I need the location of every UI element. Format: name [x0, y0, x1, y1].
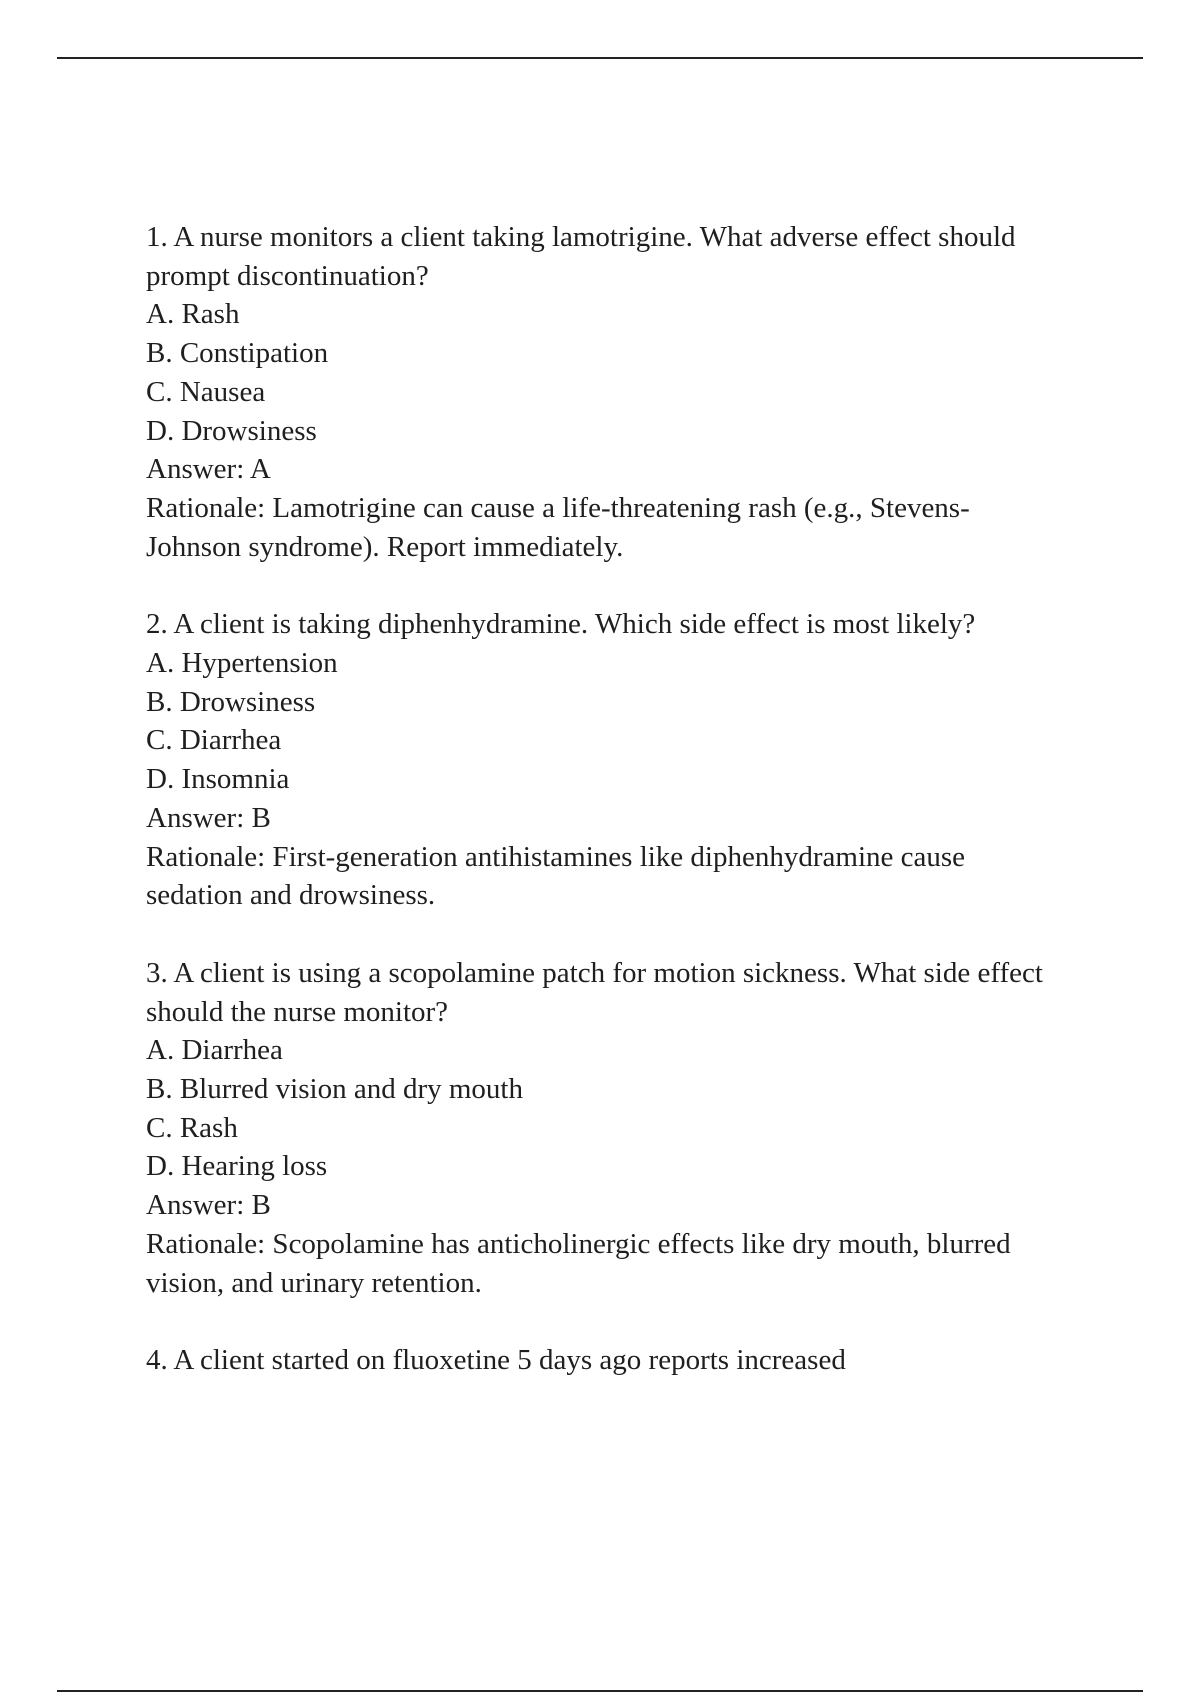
option-b: B. Drowsiness: [146, 685, 316, 718]
question-stem: 4. A client started on fluoxetine 5 days ago reports increased: [146, 1344, 846, 1377]
top-rule: [57, 57, 1143, 59]
option-d: D. Drowsiness: [146, 414, 317, 447]
rationale: Rationale: First-generation antihistamines like diphenhydramine cause sedation and drowsiness.: [146, 840, 966, 912]
option-d: D. Insomnia: [146, 763, 290, 796]
option-a: A. Hypertension: [146, 647, 338, 680]
question-stem: 3. A client is using a scopolamine patch for motion sickness. What side effect should the nurse monitor?: [146, 956, 1043, 1028]
question-stem: 2. A client is taking diphenhydramine. Which side effect is most likely?: [146, 608, 976, 641]
answer: Answer: A: [146, 453, 271, 486]
question-2: [146, 605, 1046, 915]
option-a: A. Rash: [146, 298, 240, 331]
option-c: C. Diarrhea: [146, 724, 282, 757]
question-stem: 1. A nurse monitors a client taking lamotrigine. What adverse effect should prompt discontinuation?: [146, 221, 1016, 292]
rationale: Rationale: Lamotrigine can cause a life-threatening rash (e.g., Stevens-Johnson syndrome). Report immediately.: [146, 491, 970, 563]
question-4: [146, 1341, 1046, 1380]
question-list: [146, 218, 1046, 1419]
rationale: Rationale: Scopolamine has anticholinergic effects like dry mouth, blurred vision, and urinary retention.: [146, 1227, 1011, 1299]
question-1: [146, 218, 1046, 566]
answer: Answer: B: [146, 801, 271, 834]
option-d: D. Hearing loss: [146, 1150, 328, 1183]
option-b: B. Blurred vision and dry mouth: [146, 1073, 523, 1106]
bottom-rule: [57, 1690, 1143, 1692]
option-b: B. Constipation: [146, 337, 329, 370]
option-a: A. Diarrhea: [146, 1034, 283, 1067]
option-c: C. Rash: [146, 1111, 238, 1144]
question-3: [146, 954, 1046, 1302]
option-c: C. Nausea: [146, 375, 266, 408]
answer: Answer: B: [146, 1189, 271, 1222]
